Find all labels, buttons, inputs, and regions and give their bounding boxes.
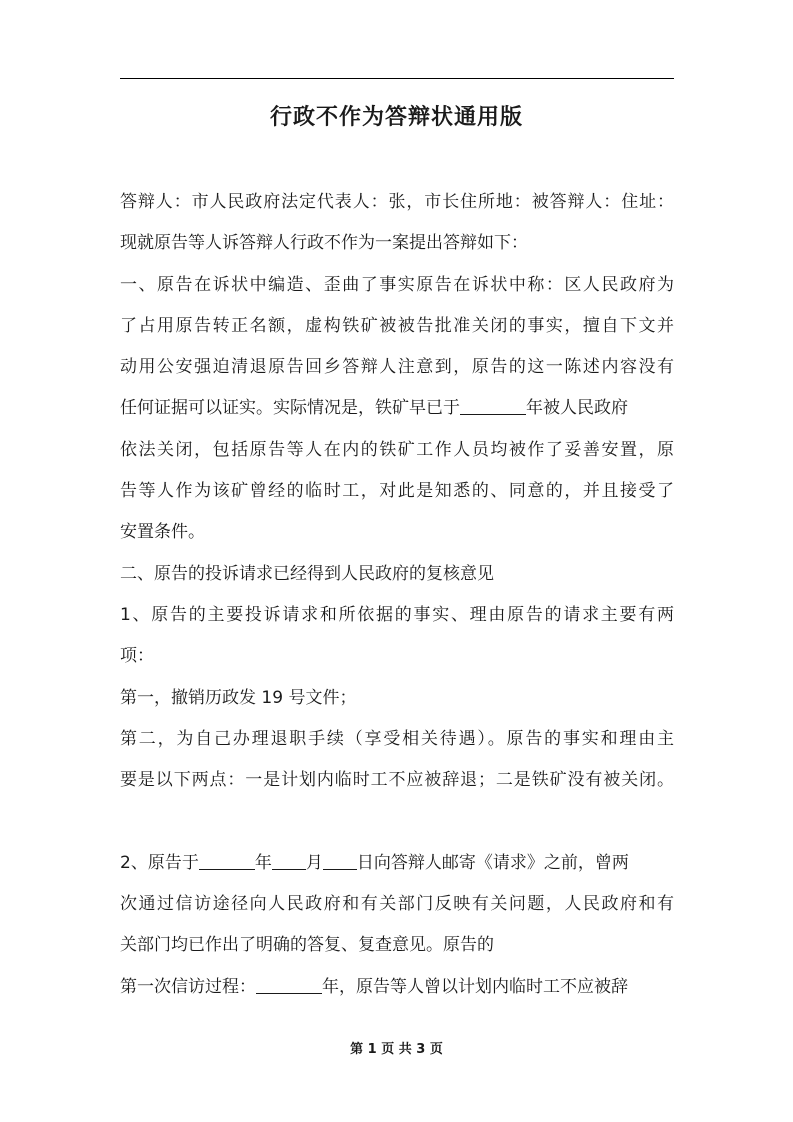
paragraph-line: 安置条件。 — [120, 522, 205, 543]
paragraph-line — [120, 843, 674, 884]
paragraph-line: 动用公安强迫清退原告回乡答辩人注意到，原告的这一陈述内容没有 — [120, 357, 674, 378]
page-number-footer: 第 1 页 共 3 页 — [350, 1042, 443, 1057]
text-segment: 月 — [305, 852, 323, 873]
year-blank — [256, 976, 322, 994]
text-segment: 第一次信访过程： — [120, 976, 256, 997]
paragraph-line: 告等人作为该矿曾经的临时工，对此是知悉的、同意的，并且接受了 — [120, 481, 674, 502]
document-body — [120, 182, 674, 1008]
paragraph-spacer — [120, 801, 674, 842]
text-segment: 年，原告等人曾以计划内临时工不应被辞 — [322, 976, 628, 997]
text-segment: 年 — [254, 852, 272, 873]
paragraph-line: 第二，为自己办理退职手续（享受相关待遇）。原告的事实和理由主 — [120, 728, 674, 749]
document-title: 行政不作为答辩状通用版 — [269, 105, 523, 130]
header-rule — [120, 78, 674, 79]
paragraph-line: 二、原告的投诉请求已经得到人民政府的复核意见 — [120, 563, 494, 584]
paragraph-line — [120, 967, 674, 1008]
paragraph-line: 现就原告等人诉答辩人行政不作为一案提出答辩如下： — [120, 233, 528, 254]
paragraph-line: 次通过信访途径向人民政府和有关部门反映有关问题，人民政府和有 — [120, 894, 674, 915]
paragraph-line: 1、原告的主要投诉请求和所依据的事实、理由原告的请求主要有两 — [120, 604, 674, 625]
paragraph-line: 要是以下两点：一是计划内临时工不应被辞退；二是铁矿没有被关闭。 — [120, 770, 674, 791]
paragraph-line: 了占用原告转正名额，虚构铁矿被被告批准关闭的事实，擅自下文并 — [120, 315, 674, 336]
paragraph-line: 依法关闭，包括原告等人在内的铁矿工作人员均被作了妥善安置，原 — [120, 439, 674, 460]
year-blank — [199, 852, 255, 870]
text-segment: 日向答辩人邮寄《请求》之前，曾两 — [356, 852, 629, 873]
text-segment: 2、原告于 — [120, 852, 199, 873]
text-segment: 年被人民政府 — [526, 398, 628, 419]
paragraph-line: 项： — [120, 646, 154, 667]
month-blank — [272, 852, 306, 870]
day-blank — [323, 852, 357, 870]
paragraph-line: 关部门均已作出了明确的答复、复查意见。原告的 — [120, 935, 494, 956]
year-blank — [460, 397, 526, 415]
paragraph-line: 一、原告在诉状中编造、歪曲了事实原告在诉状中称：区人民政府为 — [120, 274, 674, 295]
paragraph-line: 第一，撤销历政发 19 号文件； — [120, 687, 357, 708]
paragraph-line — [120, 388, 674, 429]
paragraph-line: 答辩人：市人民政府法定代表人：张，市长住所地：被答辩人：住址： — [120, 192, 674, 212]
text-segment: 任何证据可以证实。实际情况是，铁矿早已于 — [120, 398, 460, 419]
